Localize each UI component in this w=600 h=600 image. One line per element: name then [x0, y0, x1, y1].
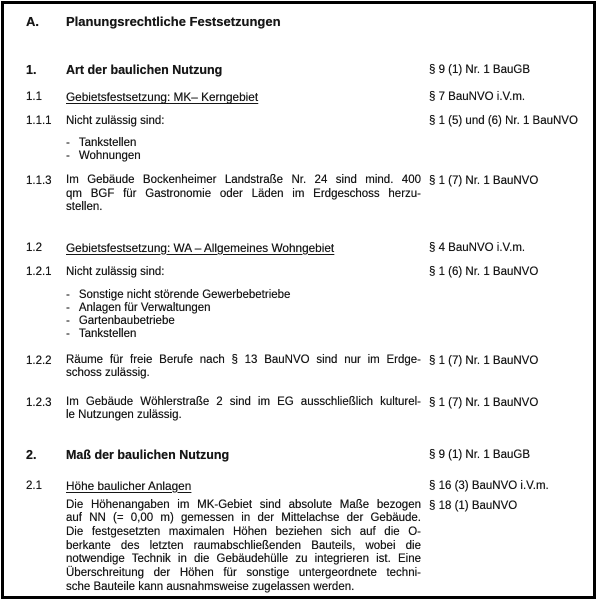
text-line: Räume für freie Berufe nach § 13 BauNVO sind nur im Erdge- [66, 353, 421, 366]
text-line: stellen. [66, 201, 103, 213]
item-number: 2.1 [26, 479, 42, 492]
item-number: 1.2.2 [26, 354, 52, 367]
section-row [4, 354, 593, 381]
item-number: 1.1.1 [26, 115, 52, 127]
page-title: Planungsrechtliche Festsetzungen [66, 14, 281, 29]
text-line: Im Gebäude Bockenheimer Landstraße Nr. 24 sind mind. 400 [66, 174, 421, 186]
list-item [66, 315, 593, 328]
item-number: 1. [26, 63, 37, 77]
dash-marker: - [66, 301, 70, 314]
clause-text [66, 354, 421, 381]
text-line: Im Gebäude Wöhlerstraße 2 sind im EG ausschließlich kulturel- [66, 395, 421, 408]
list-item-text: Tankstellen [78, 137, 137, 149]
list-item-text: Gartenbaubetriebe [78, 314, 175, 327]
section-row [4, 265, 593, 279]
section-row [4, 241, 593, 255]
dash-marker: - [66, 150, 70, 162]
text-line: notwendige Technik in die Gebäudehülle zu integrieren ist. Eine [66, 553, 421, 566]
legal-ref: § 18 (1) BauNVO [429, 499, 518, 512]
legal-ref: § 16 (3) BauNVO i.V.m. [429, 479, 549, 492]
dash-marker: - [66, 137, 70, 149]
list-item [66, 289, 593, 302]
section-title: Art der baulichen Nutzung [66, 63, 223, 77]
text-line: Die Höhenangaben im MK-Gebiet sind absolute Maße bezogen [66, 498, 421, 511]
list-item [66, 137, 593, 150]
item-number: 1.2 [26, 241, 42, 254]
section-row [4, 396, 593, 423]
text-line: auf NN (= 0,00 m) gemessen in der Mittelachse der Gebäude. [66, 512, 421, 525]
legal-ref: § 1 (5) und (6) Nr. 1 BauNVO [429, 115, 578, 127]
text-line: schoss zulässig. [66, 367, 150, 379]
legal-ref: § 9 (1) Nr. 1 BauGB [429, 448, 530, 461]
dash-marker: - [66, 327, 70, 340]
section-row [4, 174, 593, 215]
item-number: 1.1.3 [26, 175, 52, 187]
subsection-title: Höhe baulicher Anlagen [66, 478, 192, 493]
text-line: qm BGF für Gastronomie oder Läden im Erdgeschoss herzu- [66, 187, 421, 200]
item-number: 1.2.1 [26, 265, 52, 278]
item-number: 1.2.3 [26, 396, 52, 409]
list-item [66, 328, 593, 341]
section-row [4, 63, 593, 77]
section-row [4, 448, 593, 462]
legal-ref: § 1 (7) Nr. 1 BauNVO [429, 354, 539, 367]
section-row [4, 90, 593, 104]
dash-marker: - [66, 288, 70, 301]
dash-list [4, 137, 593, 163]
clause-text: Nicht zulässig sind: [66, 115, 165, 127]
list-item [66, 150, 593, 163]
subsection-title: Gebietsfestsetzung: MK– Kerngebiet [66, 90, 259, 104]
section-row [4, 479, 593, 493]
list-item-text: Sonstige nicht störende Gewerbebetriebe [78, 288, 291, 301]
section-row [4, 499, 593, 595]
section-title: Maß der baulichen Nutzung [66, 447, 230, 462]
section-row [4, 114, 593, 128]
clause-text [66, 396, 421, 423]
legal-ref: § 4 BauNVO i.V.m. [429, 241, 526, 254]
text-line: le Nutzungen zulässig. [66, 409, 182, 421]
paragraph-text [66, 499, 421, 595]
list-item-text: Wohnungen [78, 150, 141, 162]
list-item [66, 302, 593, 315]
legal-ref: § 7 BauNVO i.V.m. [429, 91, 526, 103]
list-item-text: Tankstellen [78, 327, 137, 340]
text-line: berkante des letzten raumabschließenden Bauteils, wobei die [66, 539, 421, 552]
text-line: sche Bauteile kann ausnahmsweise zugelassen werden. [66, 580, 355, 593]
legal-ref: § 1 (6) Nr. 1 BauNVO [429, 265, 539, 278]
document-header [4, 14, 593, 30]
legal-ref: § 9 (1) Nr. 1 BauGB [429, 64, 530, 76]
item-number: 2. [26, 447, 37, 462]
section-letter: A. [26, 14, 39, 29]
item-number: 1.1 [26, 91, 42, 103]
legal-ref: § 1 (7) Nr. 1 BauNVO [429, 175, 539, 187]
page-frame [1, 1, 596, 599]
clause-text: Nicht zulässig sind: [66, 265, 165, 278]
subsection-title: Gebietsfestsetzung: WA – Allgemeines Wohngebiet [66, 240, 335, 255]
text-line: Überschreitung der Höhen für sonstige untergeordnete techni- [66, 567, 421, 580]
dash-marker: - [66, 314, 70, 327]
legal-ref: § 1 (7) Nr. 1 BauNVO [429, 396, 539, 409]
dash-list [4, 289, 593, 341]
clause-text [66, 174, 421, 215]
list-item-text: Anlagen für Verwaltungen [78, 301, 211, 314]
text-line: Die festgesetzten maximalen Höhen beziehen sich auf die O- [66, 525, 421, 538]
